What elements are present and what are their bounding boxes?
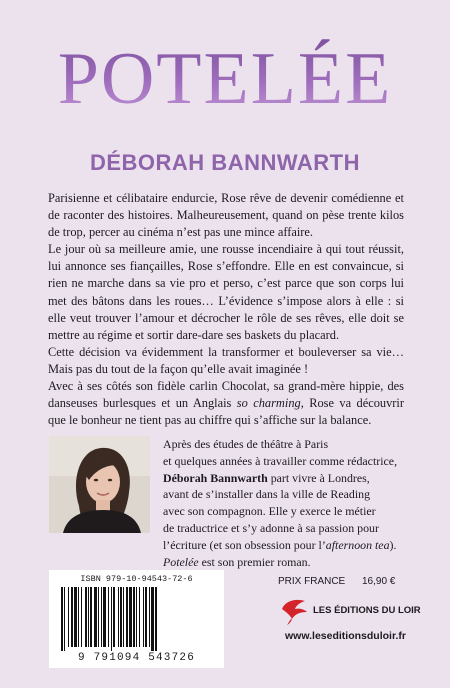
price-label: PRIX FRANCE (278, 576, 346, 587)
barcode-bar (129, 587, 132, 647)
barcode-bar (98, 587, 99, 647)
bio-text: avant de s’installer dans la ville de Reading (163, 487, 371, 502)
barcode-bar (145, 587, 147, 647)
barcode-bar (143, 587, 144, 647)
bio-italic-text: afternoon tea (325, 537, 390, 552)
barcode-bar (64, 587, 65, 651)
barcode-bar (81, 587, 82, 647)
barcode-bar (103, 587, 106, 647)
publisher-name: LES ÉDITIONS DU LOIR (313, 605, 421, 616)
barcode-bar (78, 587, 79, 647)
barcode-bar (101, 587, 102, 647)
barcode-bar (136, 587, 137, 647)
price-value: 16,90 € (362, 576, 396, 587)
bio-text: de traductrice et s’y adonne à sa passion pour (163, 520, 379, 535)
blurb-text: , Rose va découvrir que le bonheur ne tient pas au chiffre qui s’affiche sur la balance. (48, 396, 404, 428)
barcode-bar (120, 587, 122, 647)
bio-text: ). (389, 537, 397, 552)
barcode-bar (111, 587, 112, 651)
publisher-website: www.leseditionsduloir.fr (285, 630, 406, 642)
bio-text: l’écriture (et son obsession pour l’ (163, 537, 326, 552)
barcode-bar (90, 587, 92, 647)
bio-line (163, 520, 403, 537)
blurb-paragraph (48, 344, 404, 378)
barcode-bar (61, 587, 63, 651)
bio-line (163, 470, 403, 487)
barcode-bar (118, 587, 119, 647)
barcode (49, 570, 224, 668)
blurb-paragraph (48, 241, 404, 344)
red-bird-icon (279, 595, 309, 630)
author-name-inline: Déborah Bannwarth (163, 470, 268, 485)
barcode-bar (68, 587, 69, 647)
barcode-bar (113, 587, 115, 647)
bio-line (163, 537, 403, 554)
bio-line (163, 486, 403, 503)
blurb-italic-text: so charming (236, 396, 301, 411)
author-bio (163, 436, 403, 570)
barcode-bar (133, 587, 135, 647)
barcode-bar (151, 587, 154, 651)
barcode-bar (108, 587, 109, 647)
back-cover-blurb (48, 190, 404, 429)
bio-text: et quelques années à travailler comme rédactrice, (163, 453, 398, 468)
barcode-bar (71, 587, 73, 647)
barcode-bar (149, 587, 150, 647)
blurb-paragraph (48, 190, 404, 241)
barcode-bar (74, 587, 77, 647)
book-title: POTELÉE (0, 34, 450, 124)
bio-line (163, 503, 403, 520)
barcode-bar (88, 587, 89, 647)
isbn-label: ISBN 979-10-94543-72-6 (80, 574, 193, 584)
bio-text: avec son compagnon. Elle y exerce le métier (163, 504, 376, 519)
author-name: DÉBORAH BANNWARTH (89, 150, 361, 175)
author-photo (49, 436, 150, 533)
blurb-text: Cette décision va évidemment la transformer et bouleverser sa vie… Mais pas du tout de la façon qu’elle avait imaginée ! (48, 344, 404, 376)
blurb-text: Parisienne et célibataire endurcie, Rose rêve de devenir comédienne et de raconter des histoires. Malheureusement, quand on pèse trente kilos de trop, percer au cinéma n’est pas une mince affaire. (48, 191, 404, 240)
barcode-bar (123, 587, 124, 647)
bio-text: Après des études de théâtre à Paris (163, 437, 329, 451)
barcode-bar (94, 587, 97, 647)
blurb-paragraph (48, 378, 404, 429)
bio-line (163, 554, 403, 571)
bio-line (163, 453, 403, 470)
blurb-text: Le jour où sa meilleure amie, une rousse incendiaire à qui tout réussit, lui annonce ses fiançailles, Rose s’effondre. Elle en est convaincue, si rien ne marche dans sa vie pro et perso, c’est parce que son corps lui met des bâtons dans les roues… L’évidence s’impose alors à elle : si elle veut trouver l’amour et décrocher le rôle de ses rêves, elle doit se mettre au régime et sortir dare-dare ses baskets du placard. (48, 242, 404, 342)
barcode-digits: 9 791094 543726 (77, 652, 196, 664)
blurb-text: Avec à ses côtés son fidèle carlin Chocolat, sa grand-mère hippie, des danseuses burlesques et un Anglais (48, 379, 404, 411)
barcode-bar (155, 587, 157, 651)
bio-text: est son premier roman. (198, 554, 311, 569)
barcode-bar (139, 587, 140, 647)
barcode-bar (126, 587, 128, 647)
bio-line (163, 436, 403, 453)
barcode-bars (61, 587, 212, 651)
barcode-bar (85, 587, 87, 647)
bio-italic-text: Potelée (163, 554, 199, 569)
bio-text: part vivre à Londres, (267, 470, 370, 485)
